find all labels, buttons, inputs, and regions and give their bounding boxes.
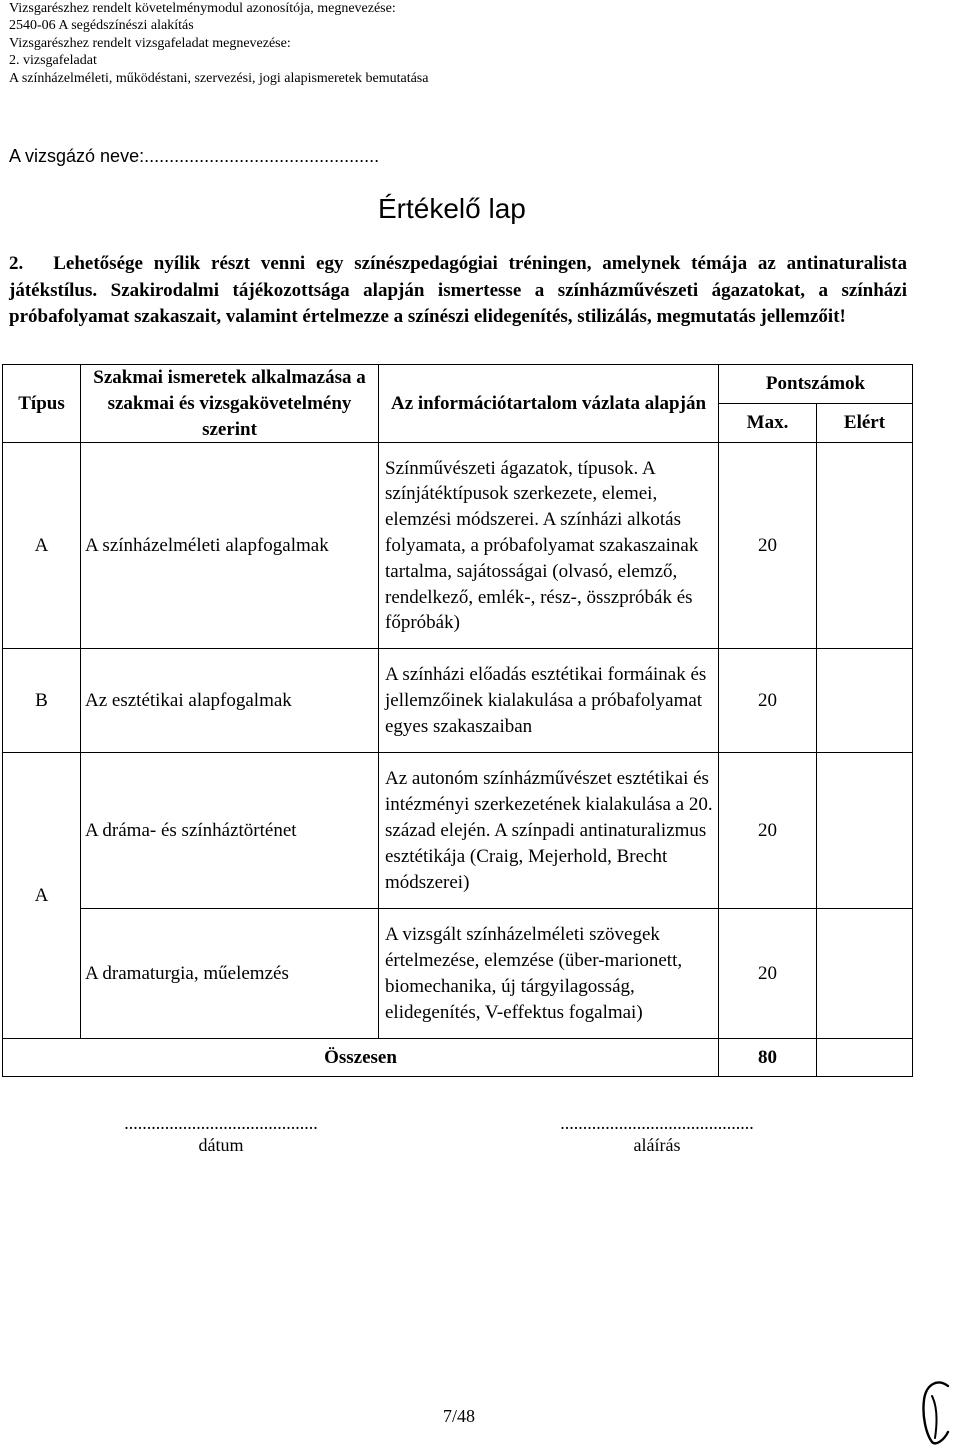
date-signature-block [90,1112,352,1156]
date-label: dátum [198,1135,244,1155]
row-knowledge: Az esztétikai alapfogalmak [81,649,379,753]
header-info: Az információtartalom vázlata alapján [379,365,719,443]
row-knowledge: A dráma- és színháztörténet [81,753,379,909]
row-max: 20 [719,909,817,1039]
header-max: Max. [719,404,817,443]
page-number: 7/48 [442,1406,475,1426]
row-info: A színházi előadás esztétikai formáinak és jellemzőinek kialakulása a próbafolyamat egyes szakaszaiban [379,649,719,753]
row-type: A [3,753,81,1039]
task-number: 2. [9,253,24,274]
total-max: 80 [719,1039,817,1077]
row-max: 20 [719,753,817,909]
row-knowledge: A színházelméleti alapfogalmak [81,443,379,649]
row-info: A vizsgált színházelméleti szövegek értelmezése, elemzése (über-marionett, biomechanika, új tárgyilagosság, elidegenítés, V-effektus fogalmai) [379,909,719,1039]
row-max: 20 [719,443,817,649]
row-achieved [817,753,913,909]
header-line-4: 2. vizsgafeladat [9,53,97,69]
row-type: B [3,649,81,753]
header-line-1: Vizsgarészhez rendelt követelménymodul azonosítója, megnevezése: [9,1,396,16]
table-row [3,649,913,753]
header-line-3: Vizsgarészhez rendelt vizsgafeladat megnevezése: [9,35,291,51]
sign-label: aláírás [633,1135,681,1155]
header-knowledge: Szakmai ismeretek alkalmazása a szakmai és vizsgakövetelmény szerint [81,365,379,443]
sign-dots: ........................................... [560,1113,754,1133]
examinee-name-line: A vizsgázó neve:............................................... [9,146,380,166]
task-description [9,251,907,331]
row-info: Színművészeti ágazatok, típusok. A színjátéktípusok szerkezete, elemei, elemzési módszerei. A színházi alkotás folyamata, a próbafolyamat szakaszainak tartalma, sajátosságai (olvasó, elemző, rendelkező, emlék-, rész-, összpróbák és főpróbák) [379,443,719,649]
header-achieved: Elért [817,404,913,443]
row-info: Az autonóm színházművészet esztétikai és intézményi szerkezetének kialakulása a 20. század elején. A színpadi antinaturalizmus esztétikája (Craig, Mejerhold, Brecht módszerei) [379,753,719,909]
total-achieved [817,1039,913,1077]
task-text: Lehetősége nyílik részt venni egy színészpedagógiai tréningen, amelynek témája az antinaturalista játékstílus. Szakirodalmi tájékozottsága alapján ismertesse a színházművészeti ágazatokat, a színházi próbafolyamat szakaszait, valamint értelmezze a színészi elidegenítés, stilizálás, megmutatás jellemzőit! [9,253,907,327]
header-line-2: 2540-06 A segédszínészi alakítás [9,18,194,34]
header-line-5: A színházelméleti, működéstani, szervezési, jogi alapismeretek bemutatása [9,70,429,86]
row-type: A [3,443,81,649]
document-header [9,0,428,87]
header-points: Pontszámok [719,365,913,404]
row-achieved [817,909,913,1039]
page-title: Értékelő lap [378,193,526,224]
row-achieved [817,649,913,753]
total-row [3,1039,913,1077]
sign-signature-block [526,1112,788,1156]
row-knowledge: A dramaturgia, műelemzés [81,909,379,1039]
header-type: Típus [3,365,81,443]
evaluation-table [2,364,913,1077]
row-max: 20 [719,649,817,753]
date-dots: ........................................... [124,1113,318,1133]
handwritten-initial [918,1378,956,1453]
table-row [3,753,913,909]
row-achieved [817,443,913,649]
table-row [3,443,913,649]
table-row [3,909,913,1039]
total-label: Összesen [3,1039,719,1077]
